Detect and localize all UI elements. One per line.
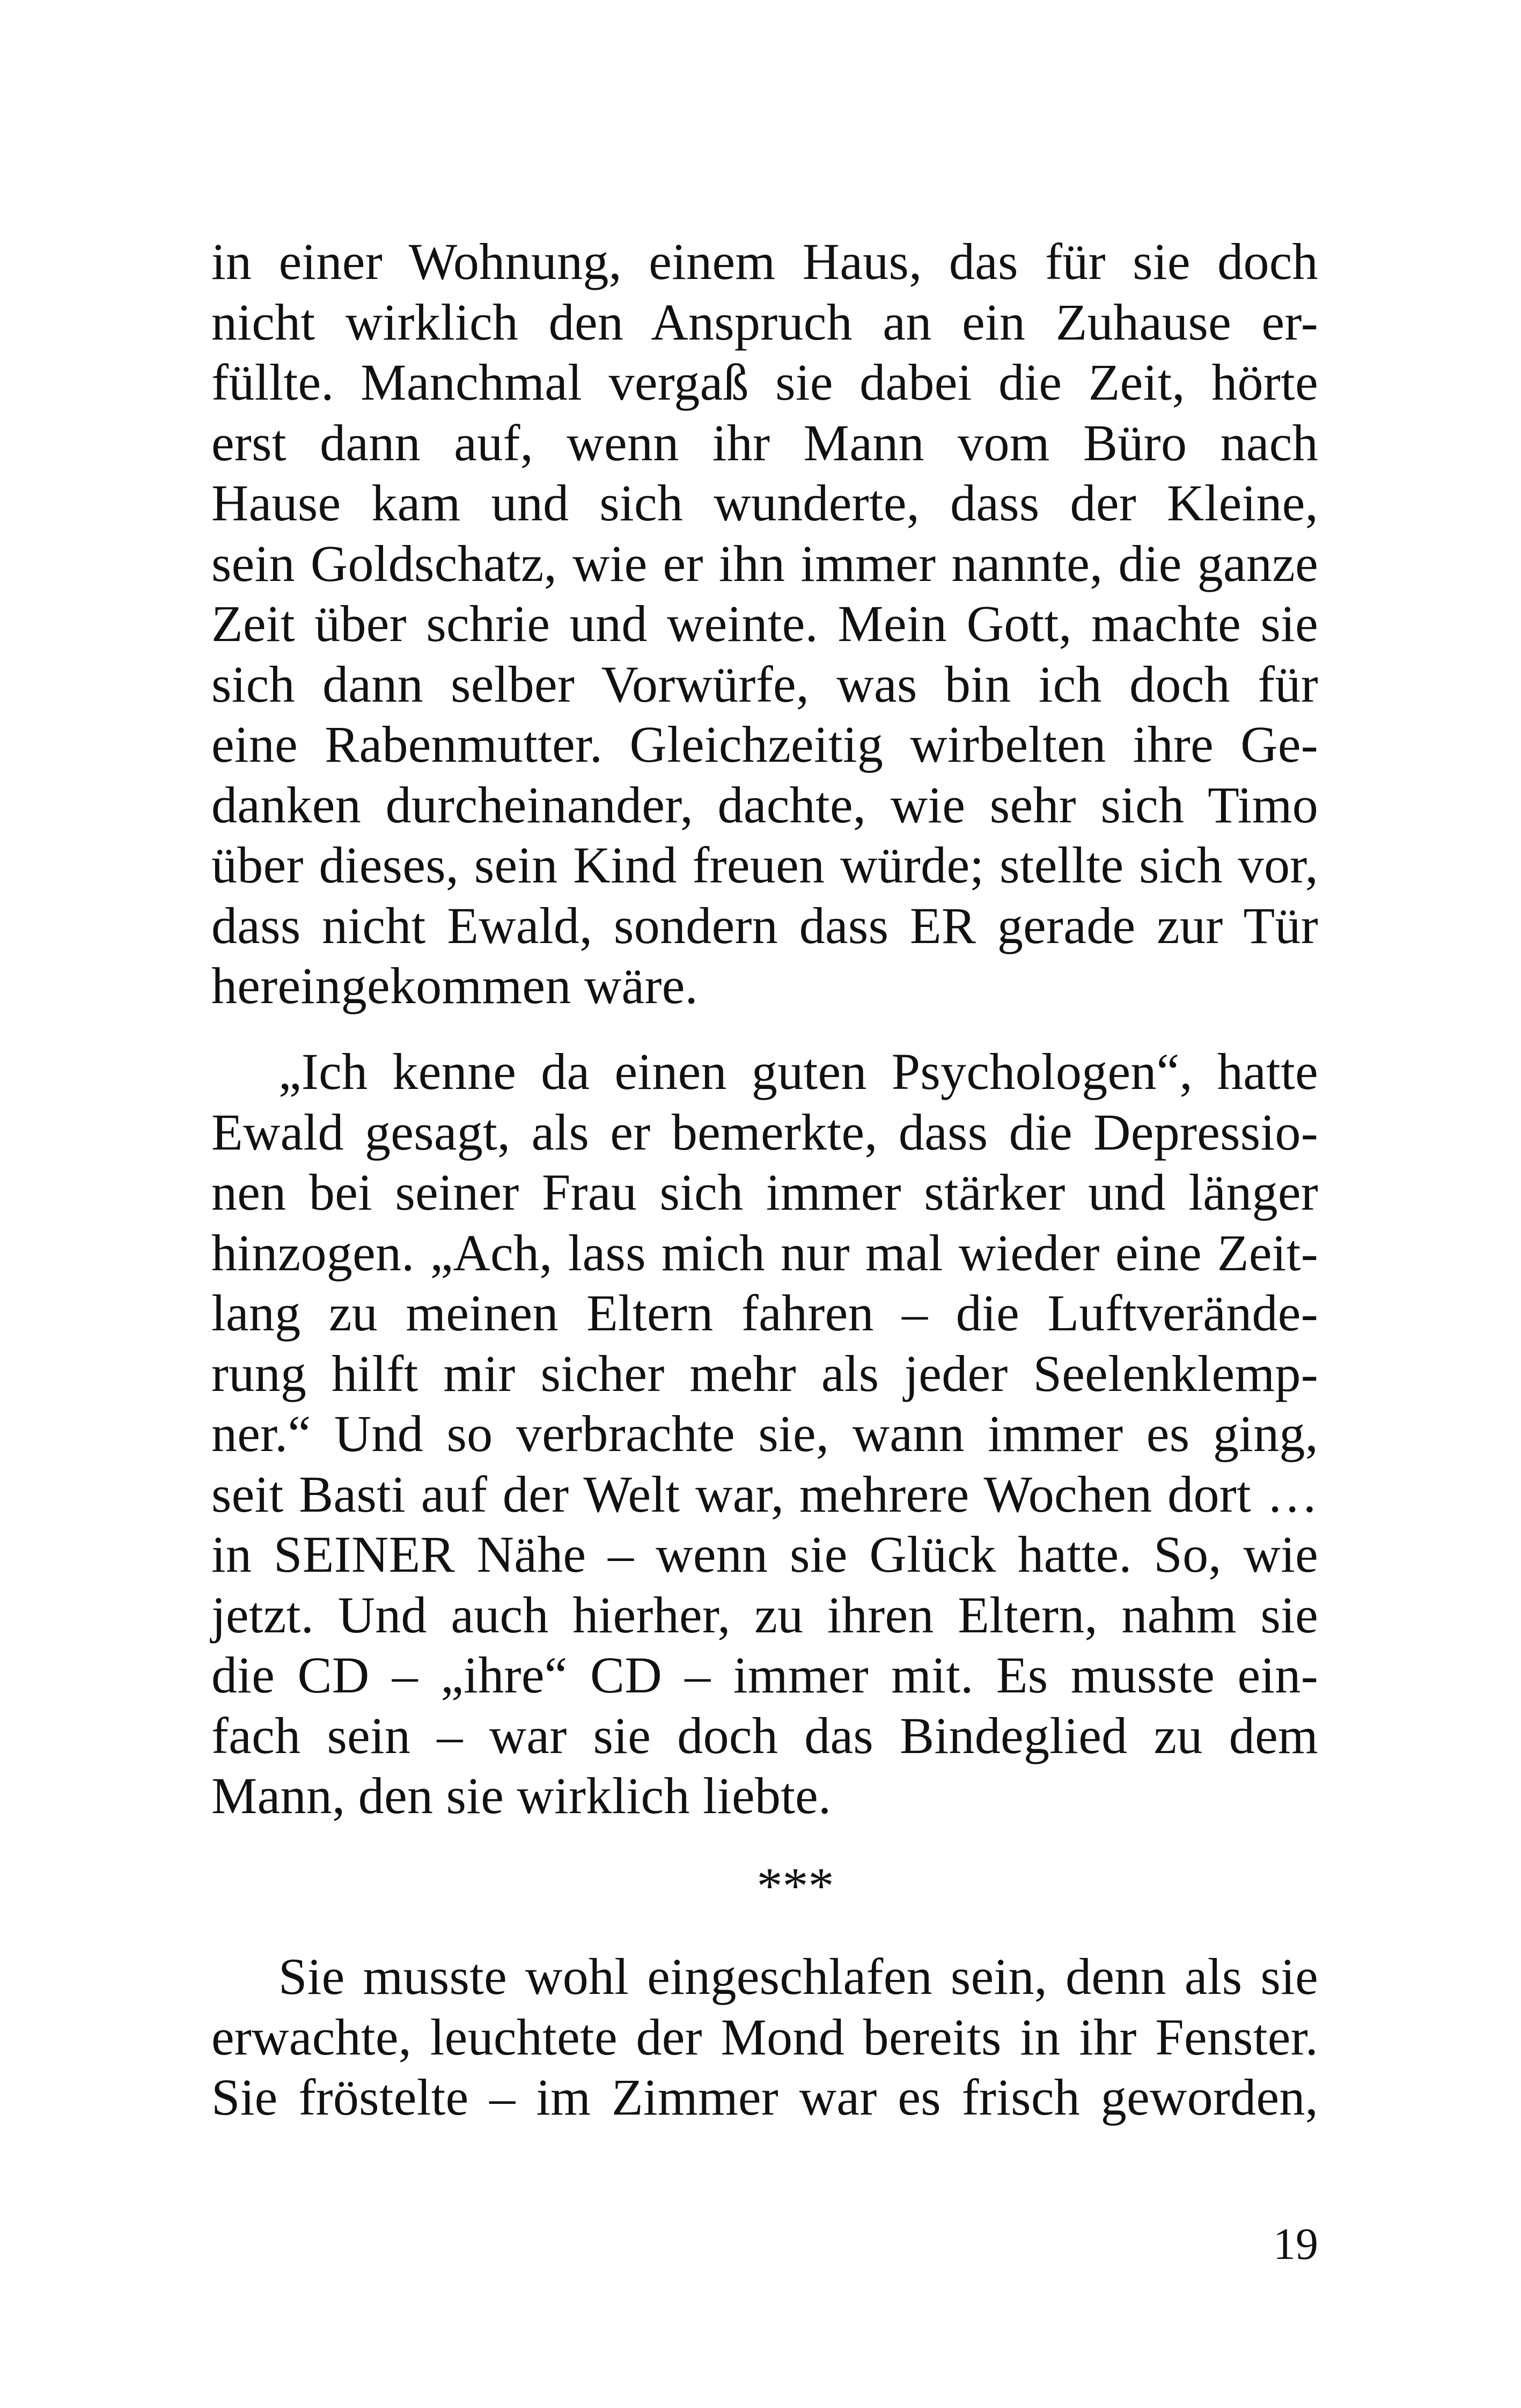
text-line: Sie fröstelte – im Zimmer war es frisch geworden, (211, 2068, 1318, 2126)
section-separator: *** (756, 1857, 834, 1914)
text-line: Mann, den sie wirklich liebte. (211, 1767, 832, 1824)
text-line: erst dann auf, wenn ihr Mann vom Büro nach (211, 414, 1318, 472)
text-line: Zeit über schrie und weinte. Mein Gott, machte sie (211, 595, 1318, 652)
text-line: fach sein – war sie doch das Bindeglied zu dem (211, 1706, 1318, 1764)
text-line: hinzogen. „Ach, lass mich nur mal wieder eine Zeit- (211, 1224, 1318, 1282)
page-number: 19 (1273, 2219, 1318, 2269)
text-line: über dieses, sein Kind freuen würde; stellte sich vor, (211, 836, 1318, 894)
text-line: seit Basti auf der Welt war, mehrere Wochen dort … (211, 1465, 1318, 1523)
text-line: danken durcheinander, dachte, wie sehr sich Timo (211, 776, 1318, 834)
paragraph-3 (211, 1947, 1318, 2128)
text-line: nicht wirklich den Anspruch an ein Zuhause er- (211, 293, 1318, 351)
text-line: sich dann selber Vorwürfe, was bin ich doch für (211, 655, 1318, 713)
text-line: in SEINER Nähe – wenn sie Glück hatte. So, wie (211, 1526, 1318, 1583)
text-line: nen bei seiner Frau sich immer stärker und länger (211, 1164, 1318, 1221)
text-line: Hause kam und sich wunderte, dass der Kleine, (211, 474, 1318, 532)
text-line: in einer Wohnung, einem Haus, das für sie doch (211, 233, 1318, 290)
text-line: die CD – „ihre“ CD – immer mit. Es musste ein- (211, 1646, 1318, 1704)
paragraph-2 (211, 1042, 1318, 1827)
text-line: Ewald gesagt, als er bemerkte, dass die Depressio- (211, 1103, 1318, 1161)
text-line: „Ich kenne da einen guten Psychologen“, hatte (278, 1043, 1318, 1100)
text-line: sein Goldschatz, wie er ihn immer nannte, die ganze (211, 534, 1318, 592)
text-line: hereingekommen wäre. (211, 957, 698, 1014)
text-line: lang zu meinen Eltern fahren – die Luftverände- (211, 1284, 1318, 1342)
text-line: erwachte, leuchtete der Mond bereits in ihr Fenster. (211, 2008, 1318, 2066)
paragraph-1 (211, 232, 1318, 1017)
text-line: füllte. Manchmal vergaß sie dabei die Zeit, hörte (211, 354, 1318, 411)
text-line: jetzt. Und auch hierher, zu ihren Eltern, nahm sie (211, 1586, 1318, 1644)
text-line: eine Rabenmutter. Gleichzeitig wirbelten ihre Ge- (211, 716, 1318, 773)
text-line: rung hilft mir sicher mehr als jeder Seelenklemp- (211, 1344, 1318, 1402)
text-line: Sie musste wohl eingeschlafen sein, denn als sie (278, 1948, 1318, 2005)
text-line: dass nicht Ewald, sondern dass ER gerade zur Tür (211, 896, 1318, 954)
text-line: ner.“ Und so verbrachte sie, wann immer es ging, (211, 1405, 1318, 1462)
